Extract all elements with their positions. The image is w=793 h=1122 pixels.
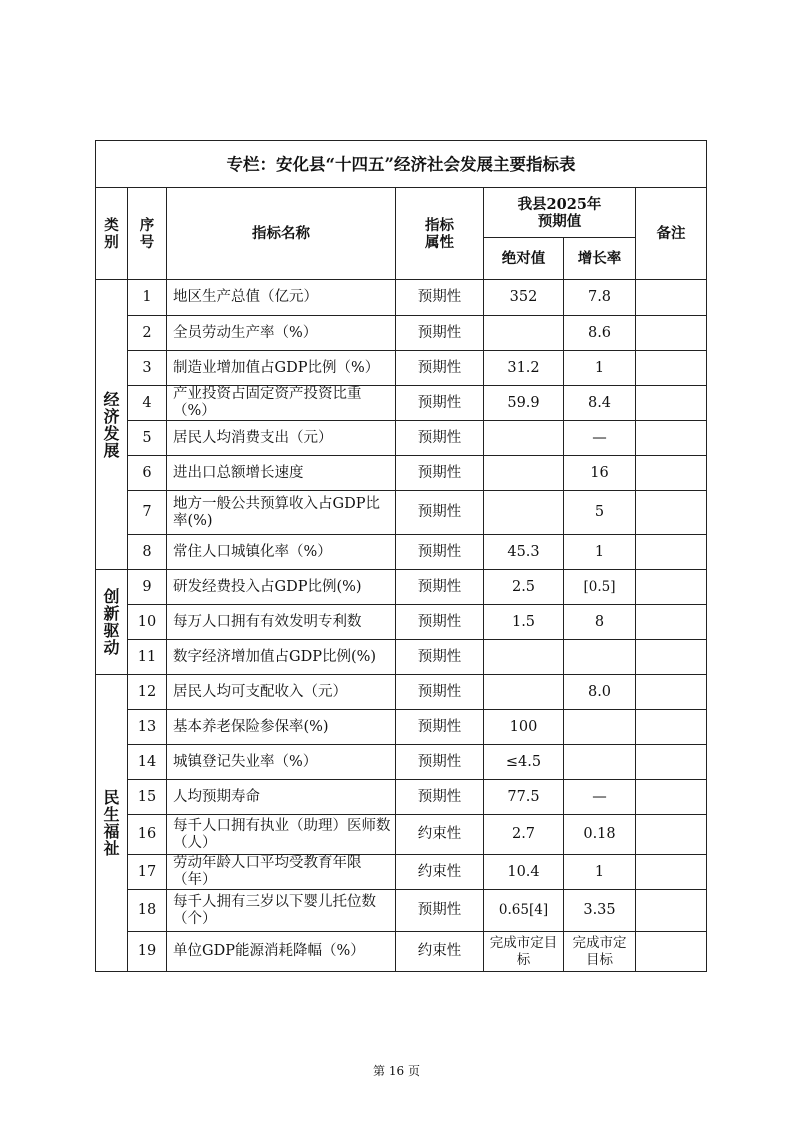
table-row [96,605,707,640]
row-remark [636,386,707,421]
row-seq: 1 [128,280,167,316]
row-attribute: 预期性 [396,640,484,675]
table-row [96,280,707,316]
row-indicator-name: 每千人口拥有执业（助理）医师数（人） [167,815,396,855]
row-remark [636,570,707,605]
row-growth-rate: 8 [564,605,636,640]
row-absolute-value [484,316,564,351]
row-attribute: 预期性 [396,570,484,605]
row-remark [636,605,707,640]
row-absolute-value: 2.5 [484,570,564,605]
header-seq: 序 号 [128,188,167,280]
row-attribute: 预期性 [396,421,484,456]
table-row [96,535,707,570]
row-indicator-name: 数字经济增加值占GDP比例(%) [167,640,396,675]
row-attribute: 预期性 [396,456,484,491]
table-row [96,890,707,932]
row-remark [636,640,707,675]
row-attribute: 预期性 [396,535,484,570]
table-row [96,815,707,855]
row-remark [636,710,707,745]
table-row [96,421,707,456]
row-growth-rate [564,745,636,780]
row-remark [636,491,707,535]
row-seq: 2 [128,316,167,351]
indicator-table [95,140,707,972]
row-seq: 8 [128,535,167,570]
row-seq: 5 [128,421,167,456]
row-indicator-name: 常住人口城镇化率（%） [167,535,396,570]
row-growth-rate: 5 [564,491,636,535]
row-indicator-name: 居民人均可支配收入（元） [167,675,396,710]
row-indicator-name: 每万人口拥有有效发明专利数 [167,605,396,640]
row-attribute: 预期性 [396,280,484,316]
row-remark [636,745,707,780]
category-livelihood: 民 生 福 祉 [96,675,128,972]
table-row [96,456,707,491]
row-remark [636,456,707,491]
row-indicator-name: 劳动年龄人口平均受教育年限（年） [167,855,396,890]
row-absolute-value [484,456,564,491]
row-seq: 7 [128,491,167,535]
row-attribute: 预期性 [396,316,484,351]
row-growth-rate: [0.5] [564,570,636,605]
row-seq: 9 [128,570,167,605]
row-attribute: 预期性 [396,386,484,421]
row-indicator-name: 单位GDP能源消耗降幅（%） [167,932,396,972]
row-absolute-value [484,491,564,535]
row-attribute: 约束性 [396,815,484,855]
row-indicator-name: 全员劳动生产率（%） [167,316,396,351]
row-absolute-value: 77.5 [484,780,564,815]
table-row [96,675,707,710]
header-remark: 备注 [636,188,707,280]
row-growth-rate: 8.6 [564,316,636,351]
row-attribute: 约束性 [396,932,484,972]
row-attribute: 预期性 [396,780,484,815]
row-absolute-value: 1.5 [484,605,564,640]
category-innovation: 创 新 驱 动 [96,570,128,675]
row-attribute: 预期性 [396,491,484,535]
row-absolute-value: 10.4 [484,855,564,890]
row-absolute-value [484,675,564,710]
row-seq: 15 [128,780,167,815]
row-indicator-name: 进出口总额增长速度 [167,456,396,491]
table-row [96,386,707,421]
row-indicator-name: 研发经费投入占GDP比例(%) [167,570,396,605]
header-target: 我县2025年 预期值 [484,188,636,238]
row-indicator-name: 制造业增加值占GDP比例（%） [167,351,396,386]
row-indicator-name: 人均预期寿命 [167,780,396,815]
table-row [96,316,707,351]
row-indicator-name: 地区生产总值（亿元） [167,280,396,316]
row-seq: 19 [128,932,167,972]
category-economy: 经 济 发 展 [96,280,128,570]
row-absolute-value [484,421,564,456]
header-absolute: 绝对值 [484,238,564,280]
row-absolute-value: 31.2 [484,351,564,386]
row-growth-rate: 1 [564,535,636,570]
row-absolute-value: 100 [484,710,564,745]
table-row [96,855,707,890]
row-remark [636,351,707,386]
row-seq: 4 [128,386,167,421]
row-attribute: 预期性 [396,710,484,745]
row-seq: 13 [128,710,167,745]
row-attribute: 预期性 [396,351,484,386]
row-seq: 10 [128,605,167,640]
row-growth-rate [564,710,636,745]
row-indicator-name: 居民人均消费支出（元） [167,421,396,456]
table-row [96,932,707,972]
row-absolute-value [484,640,564,675]
row-indicator-name: 基本养老保险参保率(%) [167,710,396,745]
row-absolute-value: 完成市定目标 [484,932,564,972]
row-seq: 17 [128,855,167,890]
header-category: 类 别 [96,188,128,280]
row-absolute-value: 59.9 [484,386,564,421]
header-attr: 指标 属性 [396,188,484,280]
row-growth-rate: 0.18 [564,815,636,855]
row-growth-rate: 8.4 [564,386,636,421]
row-attribute: 预期性 [396,605,484,640]
row-absolute-value: 45.3 [484,535,564,570]
row-remark [636,780,707,815]
row-seq: 18 [128,890,167,932]
row-growth-rate: 完成市定目标 [564,932,636,972]
table-row [96,745,707,780]
row-seq: 11 [128,640,167,675]
row-absolute-value: 0.65[4] [484,890,564,932]
row-growth-rate: 8.0 [564,675,636,710]
title-row [96,141,707,188]
row-seq: 14 [128,745,167,780]
table-row [96,351,707,386]
row-growth-rate: 16 [564,456,636,491]
row-growth-rate: 7.8 [564,280,636,316]
table-row [96,640,707,675]
row-absolute-value: 352 [484,280,564,316]
row-remark [636,890,707,932]
row-growth-rate: 1 [564,351,636,386]
table-row [96,710,707,745]
row-attribute: 预期性 [396,675,484,710]
row-growth-rate: — [564,421,636,456]
row-indicator-name: 每千人拥有三岁以下婴儿托位数（个） [167,890,396,932]
row-attribute: 预期性 [396,890,484,932]
row-indicator-name: 地方一般公共预算收入占GDP比率(%) [167,491,396,535]
row-remark [636,535,707,570]
row-seq: 12 [128,675,167,710]
row-remark [636,316,707,351]
row-indicator-name: 城镇登记失业率（%） [167,745,396,780]
header-row-1 [96,188,707,238]
row-seq: 16 [128,815,167,855]
row-attribute: 约束性 [396,855,484,890]
row-seq: 3 [128,351,167,386]
header-growth: 增长率 [564,238,636,280]
row-attribute: 预期性 [396,745,484,780]
table-row [96,491,707,535]
header-name: 指标名称 [167,188,396,280]
row-remark [636,675,707,710]
row-absolute-value: 2.7 [484,815,564,855]
row-growth-rate: 3.35 [564,890,636,932]
table-title: 专栏：安化县“十四五”经济社会发展主要指标表 [96,141,707,188]
row-growth-rate: — [564,780,636,815]
row-remark [636,932,707,972]
row-indicator-name: 产业投资占固定资产投资比重（%） [167,386,396,421]
row-remark [636,855,707,890]
row-remark [636,815,707,855]
row-seq: 6 [128,456,167,491]
row-growth-rate [564,640,636,675]
table-row [96,570,707,605]
table-row [96,780,707,815]
row-growth-rate: 1 [564,855,636,890]
row-absolute-value: ≤4.5 [484,745,564,780]
row-remark [636,421,707,456]
row-remark [636,280,707,316]
page-number: 第 16 页 [373,1064,420,1078]
